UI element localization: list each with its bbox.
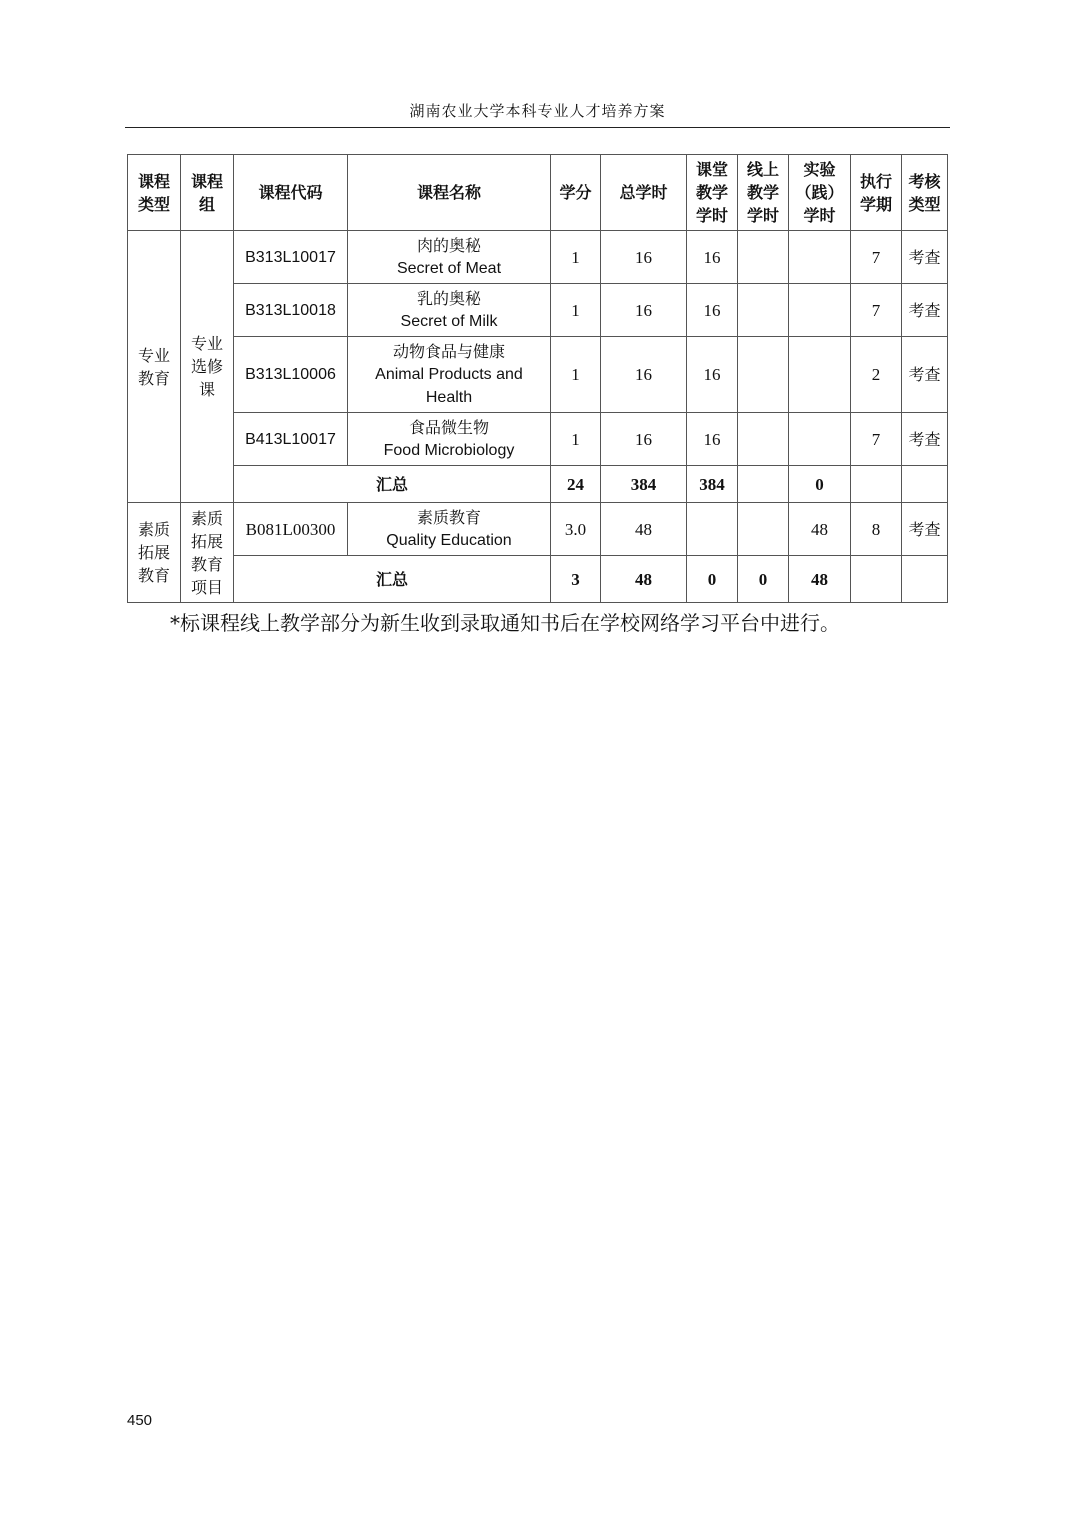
summary-lab-hours: 0 [789, 466, 851, 503]
summary-row [128, 556, 948, 603]
table-row [128, 503, 948, 556]
table-header-row [128, 155, 948, 231]
summary-lab-hours: 48 [789, 556, 851, 603]
summary-assessment [902, 466, 948, 503]
course-name [348, 284, 551, 337]
summary-label: 汇总 [234, 556, 551, 603]
footnote: *标课程线上教学部分为新生收到录取通知书后在学校网络学习平台中进行。 [170, 611, 840, 635]
credit-cell: 1 [551, 413, 601, 466]
lab-hours-cell [789, 337, 851, 413]
summary-online-hours [738, 466, 789, 503]
online-hours-cell [738, 284, 789, 337]
course-name-cn: 素质教育 [416, 508, 481, 527]
credit-cell: 3.0 [551, 503, 601, 556]
summary-class-hours: 384 [687, 466, 738, 503]
class-hours-cell: 16 [687, 231, 738, 284]
semester-cell: 2 [851, 337, 902, 413]
course-name-cn: 食品微生物 [408, 418, 489, 437]
total-hours-cell: 16 [601, 284, 687, 337]
online-hours-cell [738, 231, 789, 284]
course-name-en: Food Microbiology [383, 442, 515, 459]
section1-group-cell: 专业选修课 [181, 231, 234, 503]
course-name [348, 503, 551, 556]
summary-credit: 24 [551, 466, 601, 503]
table-row [128, 413, 948, 466]
class-hours-cell: 16 [687, 413, 738, 466]
semester-cell: 7 [851, 413, 902, 466]
course-name-cn: 肉的奥秘 [416, 236, 481, 255]
assessment-cell: 考查 [902, 284, 948, 337]
table-row [128, 337, 948, 413]
section2-group-cell: 素质拓展教育项目 [181, 503, 234, 603]
course-table [127, 154, 948, 603]
course-name-cn: 动物食品与健康 [392, 342, 505, 361]
class-hours-cell: 16 [687, 284, 738, 337]
summary-row [128, 466, 948, 503]
semester-cell: 7 [851, 231, 902, 284]
header-credit: 学分 [551, 155, 601, 231]
course-name-cn: 乳的奥秘 [416, 289, 481, 308]
summary-total-hours: 48 [601, 556, 687, 603]
summary-credit: 3 [551, 556, 601, 603]
summary-assessment [902, 556, 948, 603]
total-hours-cell: 16 [601, 413, 687, 466]
header-course-type: 课程类型 [128, 155, 181, 231]
total-hours-cell: 48 [601, 503, 687, 556]
course-name [348, 337, 551, 413]
table-row [128, 284, 948, 337]
summary-class-hours: 0 [687, 556, 738, 603]
page-header-title: 湖南农业大学本科专业人才培养方案 [125, 100, 950, 128]
course-name-en: Animal Products and Health [375, 366, 523, 406]
online-hours-cell [738, 413, 789, 466]
course-code: B081L00300 [234, 503, 348, 556]
header-assessment: 考核类型 [902, 155, 948, 231]
lab-hours-cell [789, 413, 851, 466]
header-class-hours: 课堂教学学时 [687, 155, 738, 231]
online-hours-cell [738, 503, 789, 556]
class-hours-cell: 16 [687, 337, 738, 413]
page-number: 450 [127, 1412, 153, 1429]
assessment-cell: 考查 [902, 231, 948, 284]
section1-type-cell: 专业教育 [128, 231, 181, 503]
course-code: B313L10017 [234, 231, 348, 284]
header-total-hours: 总学时 [601, 155, 687, 231]
credit-cell: 1 [551, 231, 601, 284]
course-name [348, 231, 551, 284]
header-course-name: 课程名称 [348, 155, 551, 231]
assessment-cell: 考查 [902, 503, 948, 556]
course-code: B313L10006 [234, 337, 348, 413]
lab-hours-cell: 48 [789, 503, 851, 556]
semester-cell: 7 [851, 284, 902, 337]
lab-hours-cell [789, 284, 851, 337]
course-code: B413L10017 [234, 413, 348, 466]
course-code: B313L10018 [234, 284, 348, 337]
header-course-code: 课程代码 [234, 155, 348, 231]
total-hours-cell: 16 [601, 231, 687, 284]
header-semester: 执行学期 [851, 155, 902, 231]
course-name-en: Secret of Milk [400, 313, 498, 330]
credit-cell: 1 [551, 337, 601, 413]
table-row [128, 231, 948, 284]
header-online-hours: 线上教学学时 [738, 155, 789, 231]
credit-cell: 1 [551, 284, 601, 337]
summary-label: 汇总 [234, 466, 551, 503]
class-hours-cell [687, 503, 738, 556]
header-lab-hours: 实验（践）学时 [789, 155, 851, 231]
assessment-cell: 考查 [902, 337, 948, 413]
header-course-group: 课程组 [181, 155, 234, 231]
summary-total-hours: 384 [601, 466, 687, 503]
online-hours-cell [738, 337, 789, 413]
total-hours-cell: 16 [601, 337, 687, 413]
assessment-cell: 考查 [902, 413, 948, 466]
lab-hours-cell [789, 231, 851, 284]
summary-semester [851, 556, 902, 603]
course-name-en: Secret of Meat [396, 260, 502, 277]
semester-cell: 8 [851, 503, 902, 556]
summary-semester [851, 466, 902, 503]
course-name [348, 413, 551, 466]
summary-online-hours: 0 [738, 556, 789, 603]
course-name-en: Quality Education [386, 532, 512, 549]
section2-type-cell: 素质拓展教育 [128, 503, 181, 603]
